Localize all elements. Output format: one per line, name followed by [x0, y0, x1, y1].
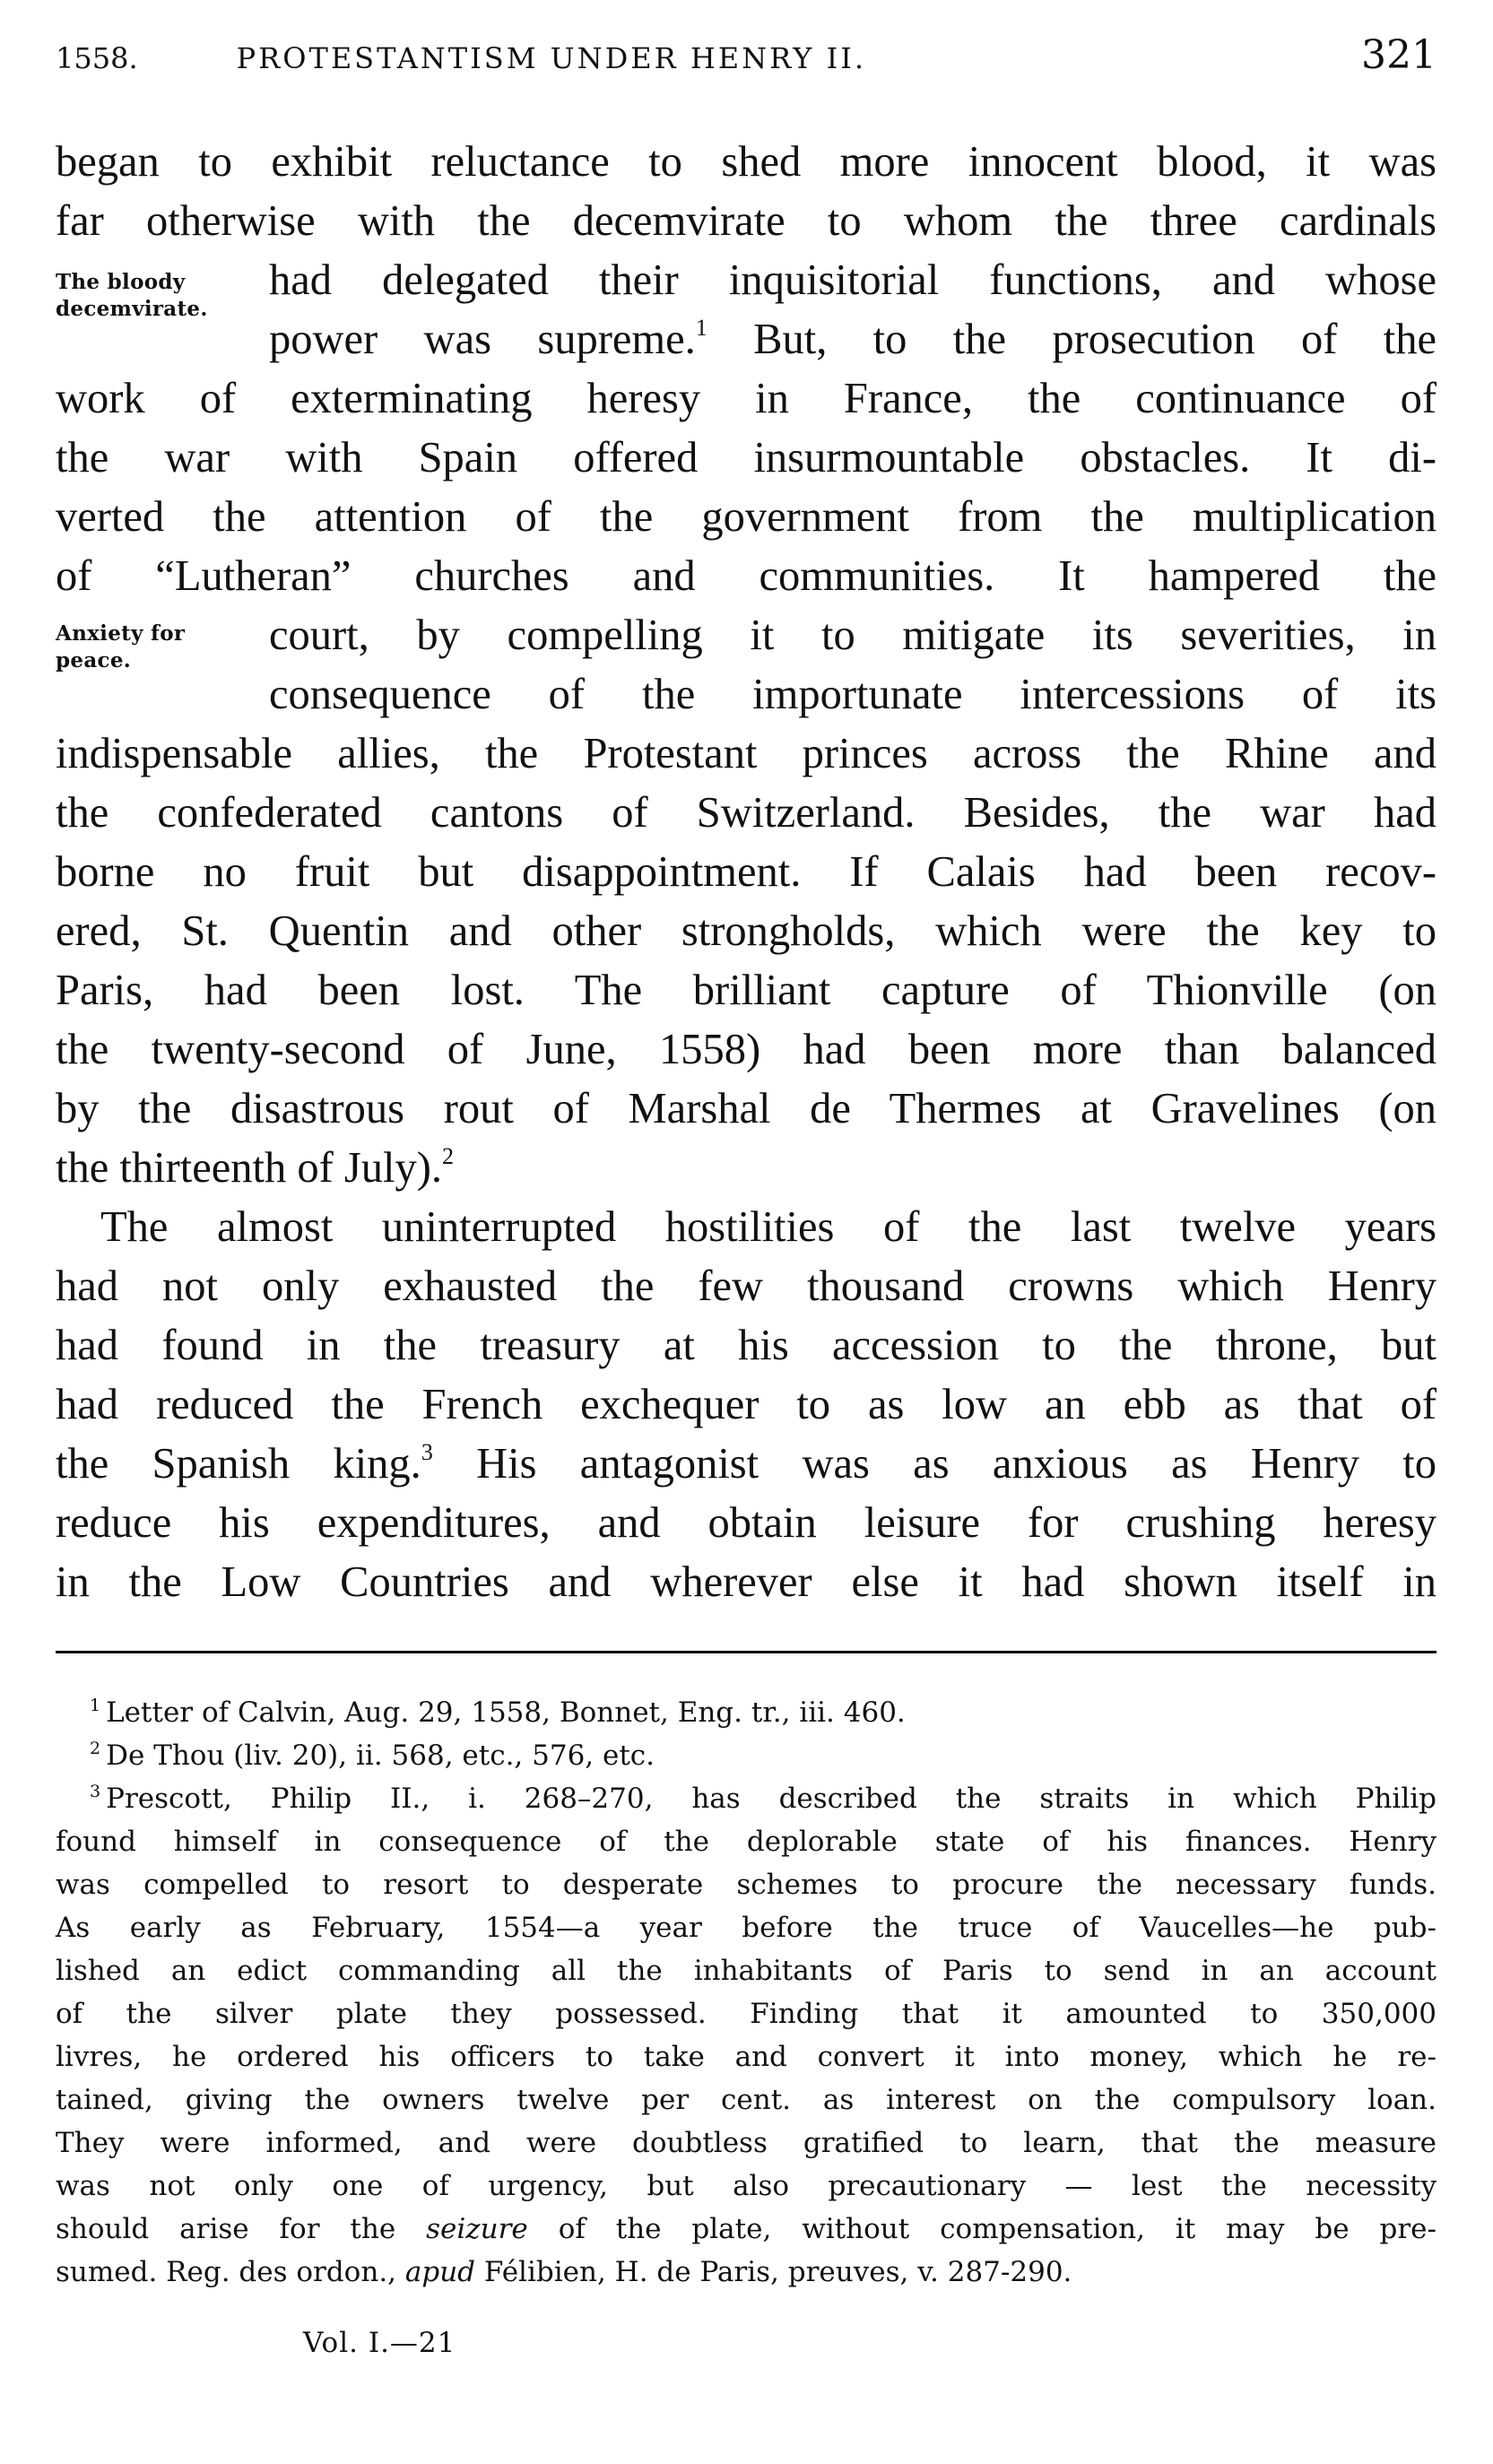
body-line-segment: But, to the prosecution of the — [753, 316, 1437, 363]
footnote-line — [56, 2208, 1437, 2251]
body-line — [269, 310, 1437, 369]
body-line: Paris, had been lost. The brilliant capture of Thionville (on — [56, 967, 1437, 1014]
footnote-segment: should arise for the — [56, 2213, 396, 2245]
body-line: the war with Spain offered insurmountable obstacles. It di- — [56, 434, 1437, 482]
body-line: borne no fruit but disappointment. If Calais had been recov- — [56, 848, 1437, 896]
footnote-text: De Thou (liv. 20), ii. 568, etc., 576, etc. — [106, 1740, 655, 1772]
footnote-italic: apud — [404, 2256, 476, 2288]
header-year: 1558. — [56, 41, 138, 75]
footnote-line: of the silver plate they possessed. Finding that it amounted to 350,000 — [56, 1998, 1437, 2030]
body-line: had not only exhausted the few thousand crowns which Henry — [56, 1262, 1437, 1310]
body-line: indispensable allies, the Protestant princes across the Rhine and — [56, 730, 1437, 777]
footnote-line: They were informed, and were doubtless gratified to learn, that the measure — [56, 2127, 1437, 2159]
running-header — [56, 32, 1437, 86]
margin-note-anxiety-for-peace: Anxiety for peace. — [56, 621, 186, 672]
footnote-line: found himself in consequence of the deplorable state of his finances. Henry — [56, 1826, 1437, 1858]
header-title: PROTESTANTISM UNDER HENRY II. — [236, 41, 867, 75]
footnote-line — [90, 1777, 1437, 1820]
footnote-rule — [56, 1651, 1437, 1653]
body-line: far otherwise with the decemvirate to whom the three cardinals — [56, 197, 1437, 245]
footnote-segment: of the plate, without compensation, it may be pre- — [558, 2213, 1437, 2245]
signature-mark: Vol. I.—21 — [303, 2327, 456, 2359]
body-line: consequence of the importunate intercessions of its — [269, 671, 1437, 718]
footnote-line — [90, 1691, 1437, 1734]
body-line: the twenty-second of June, 1558) had been more than balanced — [56, 1026, 1437, 1073]
footnote-number: 2 — [90, 1739, 101, 1758]
page-number: 321 — [1361, 32, 1437, 78]
body-line: ered, St. Quentin and other strongholds, which were the key to — [56, 907, 1437, 955]
body-line: had reduced the French exchequer to as low an ebb as that of — [56, 1381, 1437, 1428]
body-line: had found in the treasury at his accession to the throne, but — [56, 1322, 1437, 1369]
body-line: by the disastrous rout of Marshal de Thermes at Gravelines (on — [56, 1085, 1437, 1132]
footnote-line — [56, 2251, 1437, 2294]
footnote-ref: 3 — [421, 1439, 433, 1465]
body-line: had delegated their inquisitorial functions, and whose — [269, 256, 1437, 304]
footnote-number: 1 — [90, 1696, 101, 1715]
body-line: the confederated cantons of Switzerland. Besides, the war had — [56, 789, 1437, 837]
body-line: in the Low Countries and wherever else it had shown itself in — [56, 1558, 1437, 1606]
footnote-ref: 1 — [695, 315, 707, 341]
footnote-ref: 2 — [442, 1143, 455, 1169]
body-line-segment: the thirteenth of July). — [56, 1144, 443, 1192]
body-line: verted the attention of the government from the multiplication — [56, 493, 1437, 541]
footnote-line: livres, he ordered his officers to take and convert it into money, which he re- — [56, 2041, 1437, 2073]
body-line: began to exhibit reluctance to shed more innocent blood, it was — [56, 138, 1437, 186]
footnote-segment: sumed. Reg. des ordon., — [56, 2256, 397, 2288]
body-line: reduce his expenditures, and obtain leisure for crushing heresy — [56, 1499, 1437, 1547]
footnote-italic: seizure — [426, 2213, 528, 2245]
footnote-line: was not only one of urgency, but also precautionary — lest the necessity — [56, 2170, 1437, 2202]
footnote-line: lished an edict commanding all the inhabitants of Paris to send in an account — [56, 1955, 1437, 1987]
footnote-segment: Félibien, H. de Paris, preuves, v. 287-290. — [483, 2256, 1072, 2288]
footnote-number: 3 — [90, 1782, 101, 1801]
footnote-line: tained, giving the owners twelve per cent. as interest on the compulsory loan. — [56, 2084, 1437, 2116]
body-line: of “Lutheran” churches and communities. It hampered the — [56, 552, 1437, 600]
margin-note-bloody-decemvirate: The bloody decemvirate. — [56, 270, 208, 321]
body-line-segment: power was supreme. — [269, 316, 696, 363]
footnote-line — [90, 1734, 1437, 1777]
body-line-segment: His antagonist was as anxious as Henry to — [476, 1440, 1437, 1488]
body-line — [56, 1139, 1437, 1198]
footnote-line: As early as February, 1554—a year before the truce of Vaucelles—he pub- — [56, 1912, 1437, 1944]
body-line-segment: the Spanish king. — [56, 1440, 421, 1488]
footnote-text: Letter of Calvin, Aug. 29, 1558, Bonnet, Eng. tr., iii. 460. — [106, 1696, 906, 1729]
body-line: work of exterminating heresy in France, the continuance of — [56, 375, 1437, 422]
footnote-text: Prescott, Philip II., i. 268–270, has described the straits in which Philip — [106, 1783, 1437, 1815]
body-line: The almost uninterrupted hostilities of the last twelve years — [100, 1203, 1437, 1251]
body-line: court, by compelling it to mitigate its severities, in — [269, 612, 1437, 659]
footnote-line: was compelled to resort to desperate schemes to procure the necessary funds. — [56, 1869, 1437, 1901]
body-line — [56, 1435, 1437, 1494]
